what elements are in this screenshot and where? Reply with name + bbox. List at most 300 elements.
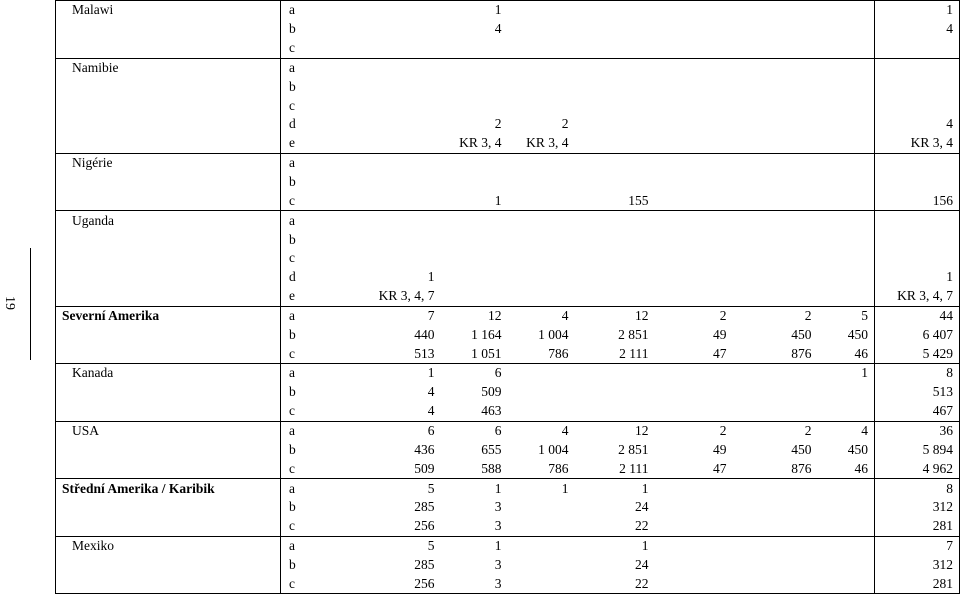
- total-cell: 1: [875, 1, 960, 20]
- value-cell: [575, 134, 655, 153]
- value-cell: [655, 134, 733, 153]
- row-code: b: [289, 21, 296, 37]
- value-cell: [738, 230, 818, 249]
- value-cell: 12: [441, 306, 508, 325]
- value-cell: 2 111: [619, 460, 649, 476]
- country-cell: [56, 115, 281, 134]
- country-name: Mexiko: [56, 536, 281, 555]
- table-row: [56, 306, 960, 325]
- value-cell: [818, 173, 875, 192]
- value-cell: [818, 58, 875, 77]
- value-cell: [655, 230, 733, 249]
- value-cell: 2: [494, 116, 502, 132]
- total-cell: 8: [875, 479, 960, 498]
- country-cell: [56, 344, 281, 363]
- value-cell: [655, 536, 733, 555]
- total-cell: [875, 249, 960, 268]
- value-cell: 1: [575, 479, 655, 498]
- value-cell: [818, 555, 875, 574]
- value-cell: [818, 115, 875, 134]
- value-cell: 4: [427, 403, 435, 419]
- value-cell: [818, 479, 875, 498]
- value-cell: 2: [561, 116, 569, 132]
- row-code: a: [281, 421, 331, 440]
- value-cell: 1: [818, 364, 875, 383]
- value-cell: 4: [818, 421, 875, 440]
- value-cell: [738, 173, 818, 192]
- country-name: Namibie: [56, 58, 281, 77]
- total-cell: [875, 230, 960, 249]
- value-cell: 24: [635, 499, 649, 515]
- value-cell: [738, 364, 818, 383]
- value-cell: [738, 1, 818, 20]
- row-code: e: [289, 135, 295, 151]
- value-cell: [575, 383, 655, 402]
- page-number: 19: [2, 296, 17, 310]
- value-cell: 1: [441, 536, 508, 555]
- table-row: [56, 402, 960, 421]
- value-cell: 1: [575, 536, 655, 555]
- country-cell: [56, 39, 281, 58]
- value-cell: [738, 268, 818, 287]
- total-cell: 513: [875, 383, 960, 402]
- value-cell: 12: [575, 421, 655, 440]
- table-row: [56, 325, 960, 344]
- value-cell: 450: [791, 441, 812, 457]
- row-code: a: [281, 153, 331, 172]
- value-cell: [575, 115, 655, 134]
- value-cell: [575, 77, 655, 96]
- value-cell: [655, 383, 733, 402]
- total-cell: [875, 96, 960, 115]
- value-cell: 450: [791, 326, 812, 342]
- value-cell: 2: [738, 421, 818, 440]
- value-cell: [575, 39, 655, 58]
- table-row: [56, 536, 960, 555]
- country-cell: [56, 402, 281, 421]
- margin-rule: [30, 248, 31, 360]
- total-cell: 6 407: [875, 325, 960, 344]
- value-cell: [575, 153, 655, 172]
- value-cell: [331, 134, 441, 153]
- value-cell: 4: [508, 421, 575, 440]
- row-code: b: [289, 384, 296, 400]
- value-cell: [818, 1, 875, 20]
- value-cell: [738, 115, 818, 134]
- value-cell: [441, 58, 508, 77]
- value-cell: [655, 39, 733, 58]
- row-code: c: [289, 345, 295, 361]
- value-cell: [655, 364, 733, 383]
- value-cell: [738, 249, 818, 268]
- value-cell: [575, 211, 655, 230]
- value-cell: [441, 96, 508, 115]
- value-cell: [818, 383, 875, 402]
- value-cell: [441, 230, 508, 249]
- value-cell: [738, 479, 818, 498]
- value-cell: [331, 20, 441, 39]
- value-cell: [508, 498, 575, 517]
- value-cell: [818, 230, 875, 249]
- value-cell: [655, 191, 733, 210]
- value-cell: 285: [414, 499, 435, 515]
- value-cell: 47: [713, 345, 727, 361]
- value-cell: [508, 96, 575, 115]
- table-row: [56, 555, 960, 574]
- value-cell: 450: [847, 326, 868, 342]
- row-code: c: [289, 97, 295, 113]
- value-cell: KR 3, 4, 7: [378, 288, 435, 304]
- total-cell: [875, 211, 960, 230]
- total-cell: 4 962: [875, 459, 960, 478]
- value-cell: [655, 517, 733, 536]
- value-cell: [818, 402, 875, 421]
- table-row: [56, 383, 960, 402]
- value-cell: [508, 1, 575, 20]
- value-cell: [331, 230, 441, 249]
- total-cell: [875, 58, 960, 77]
- total-cell: 4: [875, 115, 960, 134]
- value-cell: [331, 115, 441, 134]
- value-cell: 463: [481, 403, 502, 419]
- value-cell: 1: [494, 192, 502, 208]
- value-cell: [738, 574, 818, 593]
- value-cell: [655, 287, 733, 306]
- value-cell: 1: [441, 479, 508, 498]
- value-cell: [508, 517, 575, 536]
- total-cell: [875, 173, 960, 192]
- value-cell: [738, 536, 818, 555]
- value-cell: [738, 58, 818, 77]
- value-cell: [655, 20, 733, 39]
- value-cell: 1 004: [538, 326, 569, 342]
- value-cell: 1: [331, 364, 441, 383]
- value-cell: [818, 96, 875, 115]
- row-code: b: [289, 174, 296, 190]
- value-cell: [508, 383, 575, 402]
- value-cell: [575, 364, 655, 383]
- value-cell: [331, 173, 441, 192]
- total-cell: KR 3, 4: [875, 134, 960, 153]
- row-code: a: [281, 1, 331, 20]
- value-cell: 6: [441, 364, 508, 383]
- value-cell: [508, 268, 575, 287]
- row-code: a: [281, 211, 331, 230]
- table-row: [56, 574, 960, 593]
- country-cell: [56, 440, 281, 459]
- row-code: d: [289, 116, 296, 132]
- value-cell: 1 004: [538, 441, 569, 457]
- value-cell: 588: [481, 460, 502, 476]
- value-cell: [331, 96, 441, 115]
- value-cell: 4: [494, 21, 502, 37]
- value-cell: 1: [508, 479, 575, 498]
- table-row: [56, 364, 960, 383]
- value-cell: [508, 77, 575, 96]
- value-cell: 22: [575, 574, 655, 593]
- value-cell: 2: [655, 421, 733, 440]
- value-cell: [441, 287, 508, 306]
- value-cell: [818, 191, 875, 210]
- value-cell: [441, 268, 508, 287]
- value-cell: [575, 58, 655, 77]
- row-code: a: [281, 479, 331, 498]
- row-code: b: [289, 441, 296, 457]
- value-cell: [508, 173, 575, 192]
- row-code: c: [289, 403, 295, 419]
- value-cell: [738, 402, 818, 421]
- value-cell: [331, 58, 441, 77]
- total-cell: 281: [875, 574, 960, 593]
- table-row: [56, 459, 960, 478]
- row-code: a: [281, 536, 331, 555]
- value-cell: 786: [548, 345, 569, 361]
- value-cell: 6: [331, 421, 441, 440]
- row-code: c: [289, 460, 295, 476]
- value-cell: [818, 498, 875, 517]
- value-cell: 256: [331, 574, 441, 593]
- value-cell: [655, 173, 733, 192]
- value-cell: [738, 287, 818, 306]
- value-cell: [575, 20, 655, 39]
- row-code: b: [289, 556, 296, 572]
- value-cell: [655, 479, 733, 498]
- value-cell: [508, 230, 575, 249]
- value-cell: [331, 249, 441, 268]
- total-cell: 1: [875, 268, 960, 287]
- value-cell: 256: [414, 518, 435, 534]
- country-name: Malawi: [56, 1, 281, 20]
- country-name: USA: [56, 421, 281, 440]
- total-cell: 156: [875, 191, 960, 210]
- value-cell: 3: [494, 499, 502, 515]
- value-cell: [818, 211, 875, 230]
- value-cell: [508, 287, 575, 306]
- value-cell: 7: [331, 306, 441, 325]
- value-cell: [331, 191, 441, 210]
- value-cell: [575, 287, 655, 306]
- country-name: Střední Amerika / Karibik: [56, 479, 281, 498]
- value-cell: [508, 153, 575, 172]
- table-row: [56, 498, 960, 517]
- table-row: [56, 287, 960, 306]
- value-cell: [575, 173, 655, 192]
- value-cell: 450: [847, 441, 868, 457]
- table-row: [56, 211, 960, 230]
- value-cell: 5: [818, 306, 875, 325]
- country-cell: [56, 249, 281, 268]
- value-cell: 24: [635, 556, 649, 572]
- value-cell: 509: [481, 384, 502, 400]
- value-cell: [738, 383, 818, 402]
- value-cell: 5: [331, 536, 441, 555]
- value-cell: 49: [713, 326, 727, 342]
- value-cell: 876: [791, 460, 812, 476]
- total-cell: 36: [875, 421, 960, 440]
- value-cell: [655, 574, 733, 593]
- value-cell: [575, 1, 655, 20]
- country-cell: [56, 96, 281, 115]
- value-cell: [508, 536, 575, 555]
- value-cell: [655, 115, 733, 134]
- value-cell: 3: [441, 574, 508, 593]
- value-cell: [655, 211, 733, 230]
- country-cell: [56, 191, 281, 210]
- value-cell: 4: [427, 384, 435, 400]
- table-row: [56, 479, 960, 498]
- table-row: [56, 96, 960, 115]
- value-cell: [441, 249, 508, 268]
- value-cell: [508, 402, 575, 421]
- value-cell: [818, 517, 875, 536]
- row-code: d: [289, 269, 296, 285]
- country-cell: [56, 555, 281, 574]
- value-cell: [655, 498, 733, 517]
- value-cell: [655, 249, 733, 268]
- value-cell: 2 851: [618, 441, 649, 457]
- value-cell: 1: [441, 1, 508, 20]
- total-cell: 467: [875, 402, 960, 421]
- value-cell: 786: [548, 460, 569, 476]
- value-cell: [575, 249, 655, 268]
- country-name: Uganda: [56, 211, 281, 230]
- value-cell: [818, 134, 875, 153]
- value-cell: [508, 249, 575, 268]
- value-cell: [575, 268, 655, 287]
- value-cell: 46: [854, 345, 868, 361]
- value-cell: [508, 39, 575, 58]
- value-cell: 12: [575, 306, 655, 325]
- table-row: [56, 421, 960, 440]
- value-cell: [738, 77, 818, 96]
- value-cell: [655, 402, 733, 421]
- total-cell: [875, 153, 960, 172]
- value-cell: 5: [331, 479, 441, 498]
- value-cell: 3: [494, 556, 502, 572]
- country-cell: [56, 268, 281, 287]
- country-cell: [56, 574, 281, 593]
- row-code: b: [289, 231, 296, 247]
- value-cell: [738, 555, 818, 574]
- value-cell: [331, 211, 441, 230]
- value-cell: [738, 96, 818, 115]
- value-cell: [575, 230, 655, 249]
- table-row: [56, 153, 960, 172]
- value-cell: [508, 211, 575, 230]
- value-cell: [441, 211, 508, 230]
- total-cell: 5 894: [875, 440, 960, 459]
- country-cell: [56, 134, 281, 153]
- table-row: [56, 517, 960, 536]
- value-cell: [818, 20, 875, 39]
- value-cell: [655, 153, 733, 172]
- value-cell: [818, 268, 875, 287]
- value-cell: [818, 574, 875, 593]
- total-cell: 8: [875, 364, 960, 383]
- value-cell: [655, 96, 733, 115]
- value-cell: [818, 536, 875, 555]
- total-cell: 4: [875, 20, 960, 39]
- table-row: [56, 115, 960, 134]
- row-code: a: [281, 58, 331, 77]
- row-code: a: [281, 364, 331, 383]
- statistics-table: [55, 0, 960, 594]
- value-cell: [738, 498, 818, 517]
- value-cell: 4: [508, 306, 575, 325]
- row-code: e: [289, 288, 295, 304]
- value-cell: KR 3, 4: [526, 135, 569, 151]
- total-cell: [875, 39, 960, 58]
- value-cell: 285: [414, 556, 435, 572]
- total-cell: 5 429: [875, 344, 960, 363]
- value-cell: [818, 249, 875, 268]
- country-cell: [56, 287, 281, 306]
- value-cell: [738, 20, 818, 39]
- value-cell: [738, 191, 818, 210]
- value-cell: [818, 77, 875, 96]
- value-cell: [508, 191, 575, 210]
- value-cell: 2 851: [618, 326, 649, 342]
- table-row: [56, 440, 960, 459]
- value-cell: 876: [791, 345, 812, 361]
- value-cell: 436: [414, 441, 435, 457]
- value-cell: 22: [635, 518, 649, 534]
- country-cell: [56, 517, 281, 536]
- value-cell: 2: [655, 306, 733, 325]
- table-row: [56, 58, 960, 77]
- value-cell: [508, 20, 575, 39]
- table-row: [56, 134, 960, 153]
- total-cell: 44: [875, 306, 960, 325]
- table-row: [56, 77, 960, 96]
- row-code: c: [289, 40, 295, 56]
- value-cell: 6: [441, 421, 508, 440]
- table-row: [56, 39, 960, 58]
- row-code: c: [289, 192, 295, 208]
- value-cell: 2: [738, 306, 818, 325]
- value-cell: [441, 173, 508, 192]
- value-cell: 509: [414, 460, 435, 476]
- row-code: c: [289, 250, 295, 266]
- value-cell: 2 111: [619, 345, 649, 361]
- row-code: a: [281, 306, 331, 325]
- table-row: [56, 268, 960, 287]
- value-cell: [655, 555, 733, 574]
- total-cell: KR 3, 4, 7: [875, 287, 960, 306]
- country-cell: [56, 230, 281, 249]
- value-cell: 47: [713, 460, 727, 476]
- value-cell: [508, 555, 575, 574]
- value-cell: [655, 268, 733, 287]
- total-cell: 281: [875, 517, 960, 536]
- value-cell: [508, 574, 575, 593]
- country-cell: [56, 498, 281, 517]
- table-row: [56, 249, 960, 268]
- value-cell: 1 164: [471, 326, 502, 342]
- row-code: b: [289, 326, 296, 342]
- total-cell: 312: [875, 555, 960, 574]
- table-body: [56, 1, 960, 594]
- value-cell: 155: [628, 192, 649, 208]
- value-cell: [441, 39, 508, 58]
- total-cell: 312: [875, 498, 960, 517]
- row-code: b: [289, 499, 296, 515]
- value-cell: [738, 211, 818, 230]
- country-cell: [56, 383, 281, 402]
- table-row: [56, 344, 960, 363]
- country-cell: [56, 77, 281, 96]
- value-cell: [508, 364, 575, 383]
